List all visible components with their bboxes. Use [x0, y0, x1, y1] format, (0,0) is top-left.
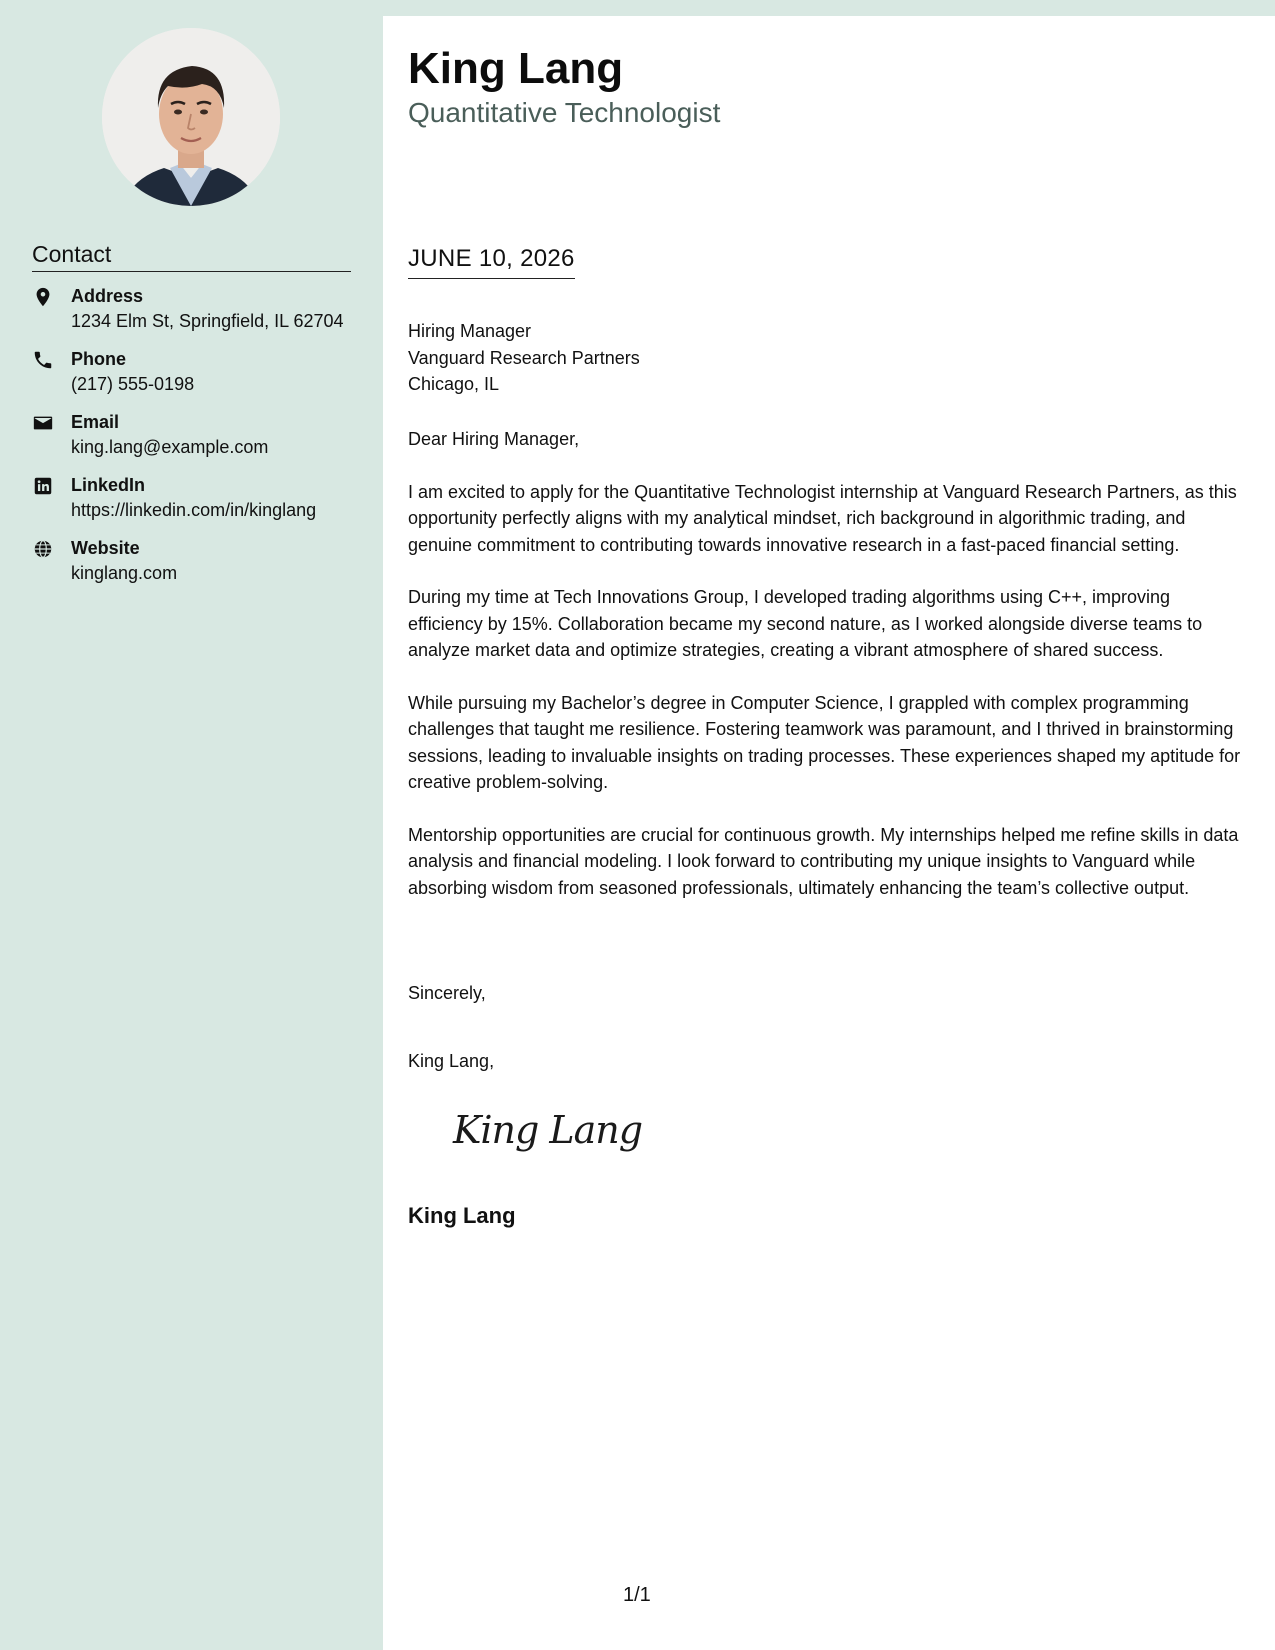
- contact-website: [32, 536, 372, 599]
- contact-phone: [32, 347, 372, 410]
- page-number: 1/1: [623, 1584, 651, 1606]
- recipient-line: Chicago, IL: [408, 374, 500, 394]
- letter-date: JUNE 10, 2026: [408, 244, 575, 279]
- recipient-block: [408, 318, 640, 398]
- avatar: [102, 28, 280, 206]
- salutation: Dear Hiring Manager,: [408, 429, 580, 449]
- globe-icon: [32, 538, 54, 560]
- applicant-name: King Lang: [408, 44, 624, 93]
- contact-value: king.lang@example.com: [71, 437, 269, 457]
- contact-label: LinkedIn: [71, 475, 146, 495]
- letter-page: [383, 16, 1275, 1650]
- phone-icon: [32, 349, 54, 371]
- map-pin-icon: [32, 286, 54, 308]
- contact-label: Email: [71, 412, 120, 432]
- letter-body: [408, 426, 1248, 927]
- contact-list: [32, 284, 372, 599]
- body-paragraph: While pursuing my Bachelor’s degree in Computer Science, I grappled with complex programming challenges that taught me resilience. Fostering teamwork was paramount, and I thrived in brainstorming sessions, leading to invaluable insights on trading processes. These experiences shaped my aptitude for creative problem-solving.: [408, 692, 1241, 792]
- body-paragraph: Mentorship opportunities are crucial for continuous growth. My internships helped me refine skills in data analysis and financial modeling. I look forward to contributing my unique insights to Vanguard while absorbing wisdom from seasoned professionals, ultimately enhancing the team’s collective output.: [408, 824, 1239, 898]
- signoff-name: King Lang,: [408, 1051, 495, 1071]
- contact-value: 1234 Elm St, Springfield, IL 62704: [71, 311, 344, 331]
- linkedin-icon: [32, 475, 54, 497]
- printed-name: King Lang: [408, 1203, 516, 1228]
- contact-heading: Contact: [32, 240, 351, 272]
- linkedin-link[interactable]: https://linkedin.com/in/kinglang: [71, 500, 317, 520]
- contact-label: Phone: [71, 349, 127, 369]
- contact-label: Website: [71, 538, 140, 558]
- portrait-image: [102, 28, 280, 206]
- contact-linkedin: [32, 473, 372, 536]
- contact-email: [32, 410, 372, 473]
- handwritten-signature: King Lang: [453, 1108, 643, 1152]
- body-paragraph: During my time at Tech Innovations Group, I developed trading algorithms using C++, improving efficiency by 15%. Collaboration became my second nature, as I worked alongside diverse teams to analyze market data and optimize strategies, creating a vibrant atmosphere of shared success.: [408, 587, 1203, 660]
- recipient-line: Hiring Manager: [408, 321, 532, 341]
- applicant-role: Quantitative Technologist: [408, 97, 721, 128]
- sidebar: [0, 0, 383, 1650]
- recipient-line: Vanguard Research Partners: [408, 347, 640, 368]
- closing: Sincerely,: [408, 983, 486, 1003]
- website-link[interactable]: kinglang.com: [71, 563, 178, 583]
- contact-label: Address: [71, 286, 144, 306]
- body-paragraph: I am excited to apply for the Quantitative Technologist internship at Vanguard Research Partners, as this opportunity perfectly aligns with my analytical mindset, rich background in algorithmic trading, and genuine commitment to contributing towards innovative research in a fast-paced financial setting.: [408, 481, 1237, 555]
- contact-address: [32, 284, 372, 347]
- contact-value: (217) 555-0198: [71, 374, 195, 394]
- envelope-icon: [32, 412, 54, 434]
